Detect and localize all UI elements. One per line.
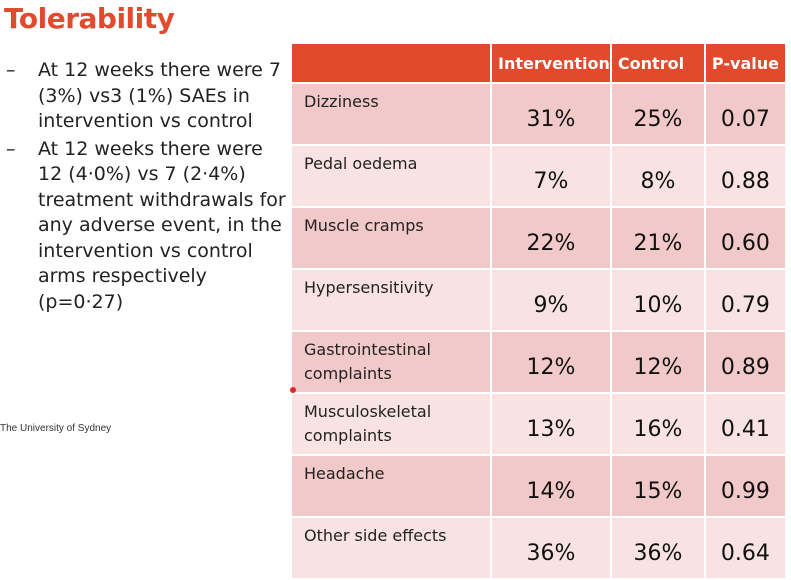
row-control: 36% <box>611 517 705 579</box>
row-name: Musculoskeletal complaints <box>292 393 491 455</box>
footer-university: The University of Sydney <box>0 423 112 434</box>
row-p-value: 0.60 <box>705 207 785 269</box>
table-row <box>292 455 785 517</box>
row-control: 16% <box>611 393 705 455</box>
bullet-text: At 12 weeks there were 7 (3%) vs3 (1%) SAEs in intervention vs control <box>38 59 281 132</box>
row-control: 10% <box>611 269 705 331</box>
row-intervention: 31% <box>491 83 611 145</box>
row-p-value: 0.64 <box>705 517 785 579</box>
row-control: 12% <box>611 331 705 393</box>
row-name: Muscle cramps <box>292 207 491 269</box>
row-intervention: 12% <box>491 331 611 393</box>
row-p-value: 0.99 <box>705 455 785 517</box>
bullet-dash: – <box>6 59 16 81</box>
bullet-list <box>0 58 290 317</box>
row-intervention: 9% <box>491 269 611 331</box>
table-row <box>292 145 785 207</box>
row-name: Dizziness <box>292 83 491 145</box>
row-intervention: 36% <box>491 517 611 579</box>
row-control: 21% <box>611 207 705 269</box>
row-intervention: 14% <box>491 455 611 517</box>
header-p-value: P-value <box>705 44 785 83</box>
row-intervention: 7% <box>491 145 611 207</box>
header-control: Control <box>611 44 705 83</box>
row-p-value: 0.79 <box>705 269 785 331</box>
row-control: 25% <box>611 83 705 145</box>
bullet-item <box>0 58 290 135</box>
row-name: Headache <box>292 455 491 517</box>
table-row <box>292 207 785 269</box>
header-intervention: Intervention <box>491 44 611 83</box>
row-name: Hypersensitivity <box>292 269 491 331</box>
row-control: 15% <box>611 455 705 517</box>
table-row <box>292 331 785 393</box>
row-intervention: 13% <box>491 393 611 455</box>
table-row <box>292 517 785 579</box>
bullet-dash: – <box>6 137 16 160</box>
row-p-value: 0.07 <box>705 83 785 145</box>
header-blank <box>292 44 491 83</box>
bullet-text: At 12 weeks there were 12 (4·0%) vs 7 (2·4%) treatment withdrawals for any adverse event, in the intervention vs control arms respectively (p=0·27) <box>38 137 286 313</box>
row-name: Other side effects <box>292 517 491 579</box>
table-row <box>292 83 785 145</box>
row-control: 8% <box>611 145 705 207</box>
table-header-row <box>292 44 785 83</box>
row-p-value: 0.89 <box>705 331 785 393</box>
bullet-item <box>0 137 290 316</box>
row-name: Pedal oedema <box>292 145 491 207</box>
table-row <box>292 393 785 455</box>
table-row <box>292 269 785 331</box>
row-intervention: 22% <box>491 207 611 269</box>
row-name: Gastrointestinal complaints <box>292 331 491 393</box>
row-p-value: 0.41 <box>705 393 785 455</box>
tolerability-table <box>292 44 785 580</box>
slide-title: Tolerability <box>4 2 175 35</box>
row-p-value: 0.88 <box>705 145 785 207</box>
laser-pointer-dot <box>290 387 296 393</box>
